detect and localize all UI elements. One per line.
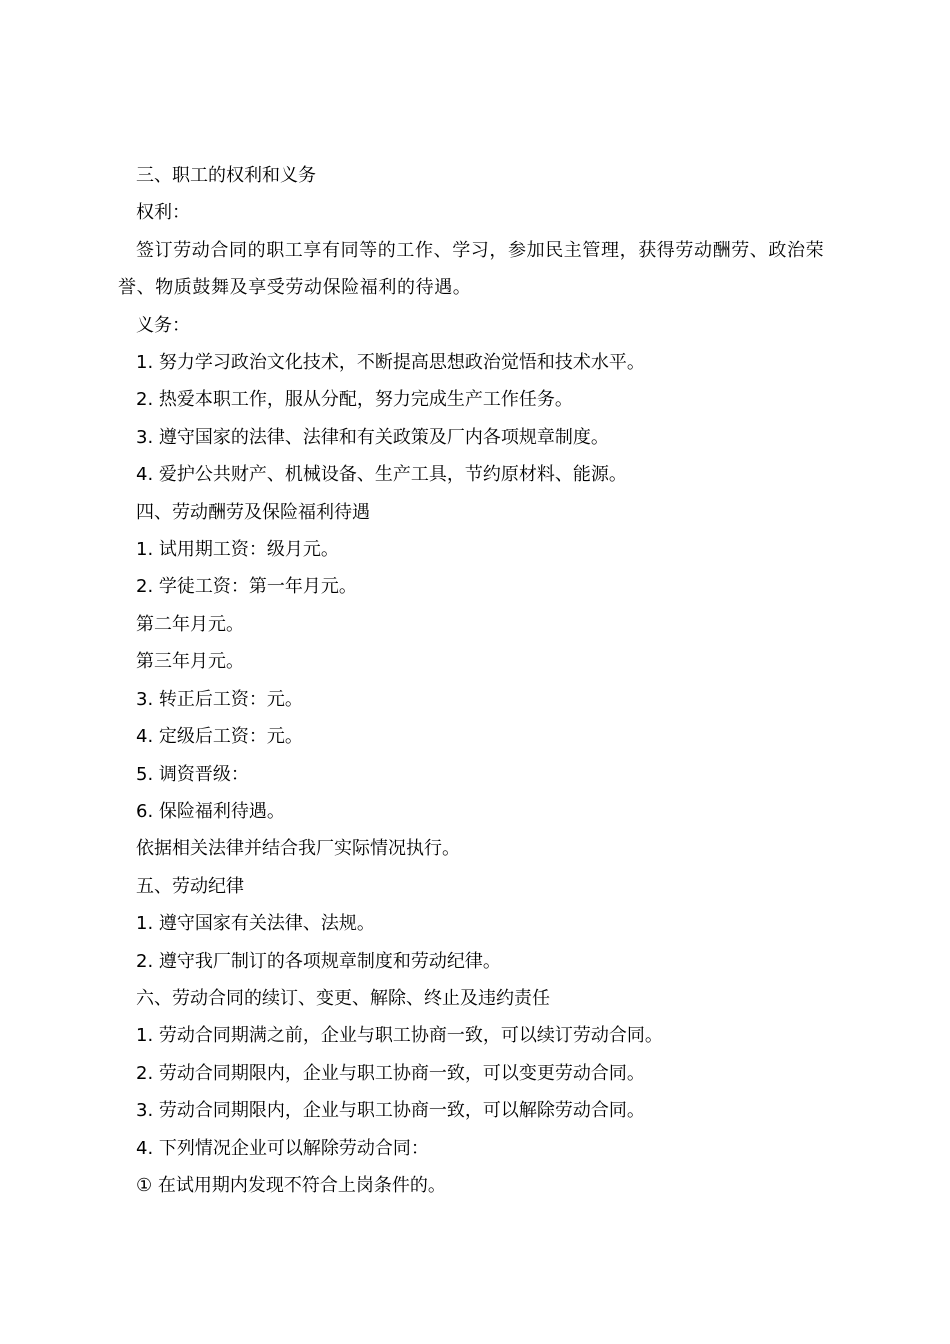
pay-item-3: 3. 转正后工资：元。 [136,688,303,710]
pay-item-6: 6. 保险福利待遇。 [136,800,285,822]
contract-item-4: 4. 下列情况企业可以解除劳动合同： [136,1137,429,1159]
contract-item-3: 3. 劳动合同期限内，企业与职工协商一致，可以解除劳动合同。 [136,1100,645,1122]
pay-item-1: 1. 试用期工资：级月元。 [136,539,339,561]
pay-item-5: 5. 调资晋级： [136,763,249,785]
duty-item-1: 1. 努力学习政治文化技术，不断提高思想政治觉悟和技术水平。 [136,352,645,374]
pay-item-6-note: 依据相关法律并结合我厂实际情况执行。 [136,838,460,860]
section-heading-rights-duties: 三、职工的权利和义务 [136,165,316,186]
contract-item-2: 2. 劳动合同期限内，企业与职工协商一致，可以变更劳动合同。 [136,1062,645,1084]
section-heading-pay-welfare: 四、劳动酬劳及保险福利待遇 [136,501,370,523]
document-body [118,157,838,1204]
contract-item-4-sub-1: ① 在试用期内发现不符合上岗条件的。 [136,1174,446,1196]
discipline-item-1: 1. 遵守国家有关法律、法规。 [136,913,375,935]
duties-label: 义务： [136,314,190,336]
pay-item-2-year-2: 第二年月元。 [136,613,244,635]
discipline-item-2: 2. 遵守我厂制订的各项规章制度和劳动纪律。 [136,950,501,972]
rights-paragraph: 签订劳动合同的职工享有同等的工作、学习，参加民主管理，获得劳动酬劳、政治荣誉、物质鼓舞及享受劳动保险福利的待遇。 [118,239,825,299]
duty-item-4: 4. 爱护公共财产、机械设备、生产工具，节约原材料、能源。 [136,464,627,486]
rights-label: 权利： [136,202,190,224]
duty-item-3: 3. 遵守国家的法律、法律和有关政策及厂内各项规章制度。 [136,426,609,448]
section-heading-discipline: 五、劳动纪律 [136,875,244,897]
pay-item-4: 4. 定级后工资：元。 [136,726,303,748]
pay-item-2: 2. 学徒工资：第一年月元。 [136,576,357,598]
contract-item-1: 1. 劳动合同期满之前，企业与职工协商一致，可以续订劳动合同。 [136,1025,663,1047]
pay-item-2-year-3: 第三年月元。 [136,651,244,673]
duty-item-2: 2. 热爱本职工作，服从分配，努力完成生产工作任务。 [136,389,573,411]
section-heading-contract-changes: 六、劳动合同的续订、变更、解除、终止及违约责任 [136,987,550,1009]
